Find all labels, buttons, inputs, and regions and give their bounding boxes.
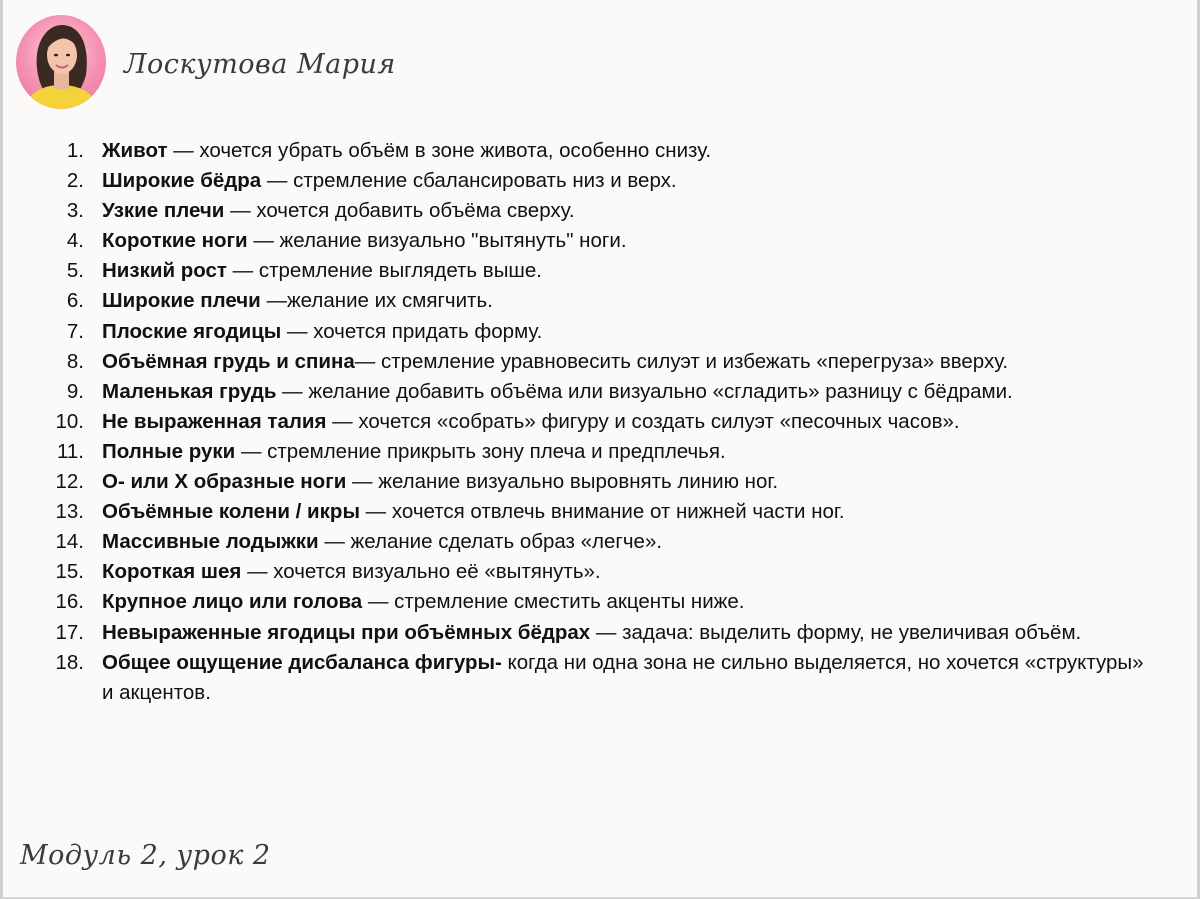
list-item [40,407,1160,437]
item-text: — хочется убрать объём в зоне живота, особенно снизу. [167,139,712,162]
item-number: 14. [55,530,84,554]
item-text: — хочется добавить объёма сверху. [224,199,575,223]
header [16,14,396,110]
item-number: 11. [57,439,84,463]
item-body [102,377,1160,407]
item-body [102,196,1160,226]
item-number: 12. [55,470,84,494]
item-text: — стремление прикрыть зону плеча и предплечья. [235,439,726,463]
item-number: 18. [55,650,84,674]
item-number: 17. [55,620,84,644]
avatar [16,15,106,109]
item-body [102,407,1160,437]
item-text: — задача: выделить форму, не увеличивая объём. [590,620,1082,644]
list-item [40,648,1160,708]
item-title: Невыраженные ягодицы при объёмных бёдрах [102,620,591,644]
item-title: Живот [102,139,168,162]
item-number: 16. [55,590,84,614]
item-text: — хочется «собрать» фигуру и создать силуэт «песочных часов». [326,409,960,433]
list-item [40,136,1160,166]
item-body [102,317,1160,347]
concerns-list [40,136,1160,708]
item-text: — желание сделать образ «легче». [318,530,663,554]
item-text: — желание визуально "вытянуть" ноги. [247,229,627,253]
item-body [102,648,1160,708]
list-item [40,587,1160,617]
item-number: 10. [55,409,84,433]
item-title: Полные руки [102,439,236,463]
item-text: — хочется отвлечь внимание от нижней части ног. [359,500,845,524]
item-body [102,467,1160,497]
item-text: — стремление выглядеть выше. [226,259,542,283]
list-item [40,226,1160,256]
item-number: 1. [66,139,84,162]
item-number: 9. [66,379,84,403]
item-number: 13. [55,500,84,524]
item-number: 8. [66,349,84,373]
list-item [40,286,1160,316]
item-body [102,256,1160,286]
item-body [102,437,1160,467]
list-item [40,256,1160,286]
item-number: 4. [66,229,84,253]
item-text: —желание их смягчить. [260,289,493,313]
item-text: когда ни одна зона не сильно выделяется, но хочется «структуры» и акцентов. [102,650,1144,704]
item-title: О- или Х образные ноги [102,470,347,494]
list-item [40,618,1160,648]
item-title: Объёмная грудь и спина [102,349,355,373]
item-body [102,497,1160,527]
item-body [102,226,1160,256]
item-title: Узкие плечи [102,199,225,223]
item-title: Короткие ноги [102,229,248,253]
item-title: Массивные лодыжки [102,530,319,554]
item-title: Маленькая грудь [102,379,277,403]
woman-portrait-icon [16,15,106,109]
item-body [102,527,1160,557]
item-body [102,557,1160,587]
item-title: Короткая шея [102,560,242,584]
item-text: — хочется визуально её «вытянуть». [241,560,601,584]
item-text: — стремление сместить акценты ниже. [362,590,745,614]
list-item [40,317,1160,347]
list-item [40,467,1160,497]
item-body [102,166,1160,196]
item-text: — хочется придать форму. [281,319,543,343]
module-lesson-label: Модуль 2, урок 2 [20,840,271,871]
item-title: Плоские ягодицы [102,319,282,343]
list-item [40,196,1160,226]
item-title: Низкий рост [102,259,227,283]
item-title: Широкие плечи [102,289,261,313]
list-item [40,377,1160,407]
item-title: Общее ощущение дисбаланса фигуры- [102,650,502,674]
item-title: Объёмные колени / икры [102,500,360,524]
item-number: 7. [66,319,84,343]
item-body [102,347,1160,377]
item-number: 5. [66,259,84,283]
item-body [102,618,1160,648]
item-text: — стремление сбалансировать низ и верх. [261,169,677,193]
item-text: — желание визуально выровнять линию ног. [346,470,779,494]
list-item [40,527,1160,557]
author-name: Лоскутова Мария [124,48,396,80]
item-body [102,136,1160,166]
item-title: Крупное лицо или голова [102,590,363,614]
item-title: Не выраженная талия [102,409,327,433]
item-body [102,587,1160,617]
list-item [40,437,1160,467]
list-item [40,166,1160,196]
list-item [40,497,1160,527]
item-number: 15. [55,560,84,584]
item-text: — стремление уравновесить силуэт и избежать «перегруза» вверху. [354,349,1009,373]
item-text: — желание добавить объёма или визуально «сгладить» разницу с бёдрами. [276,379,1013,403]
list-item [40,347,1160,377]
list-item [40,557,1160,587]
item-number: 2. [66,169,84,193]
item-number: 3. [66,199,84,223]
item-title: Широкие бёдра [102,169,262,193]
item-number: 6. [66,289,84,313]
item-body [102,286,1160,316]
